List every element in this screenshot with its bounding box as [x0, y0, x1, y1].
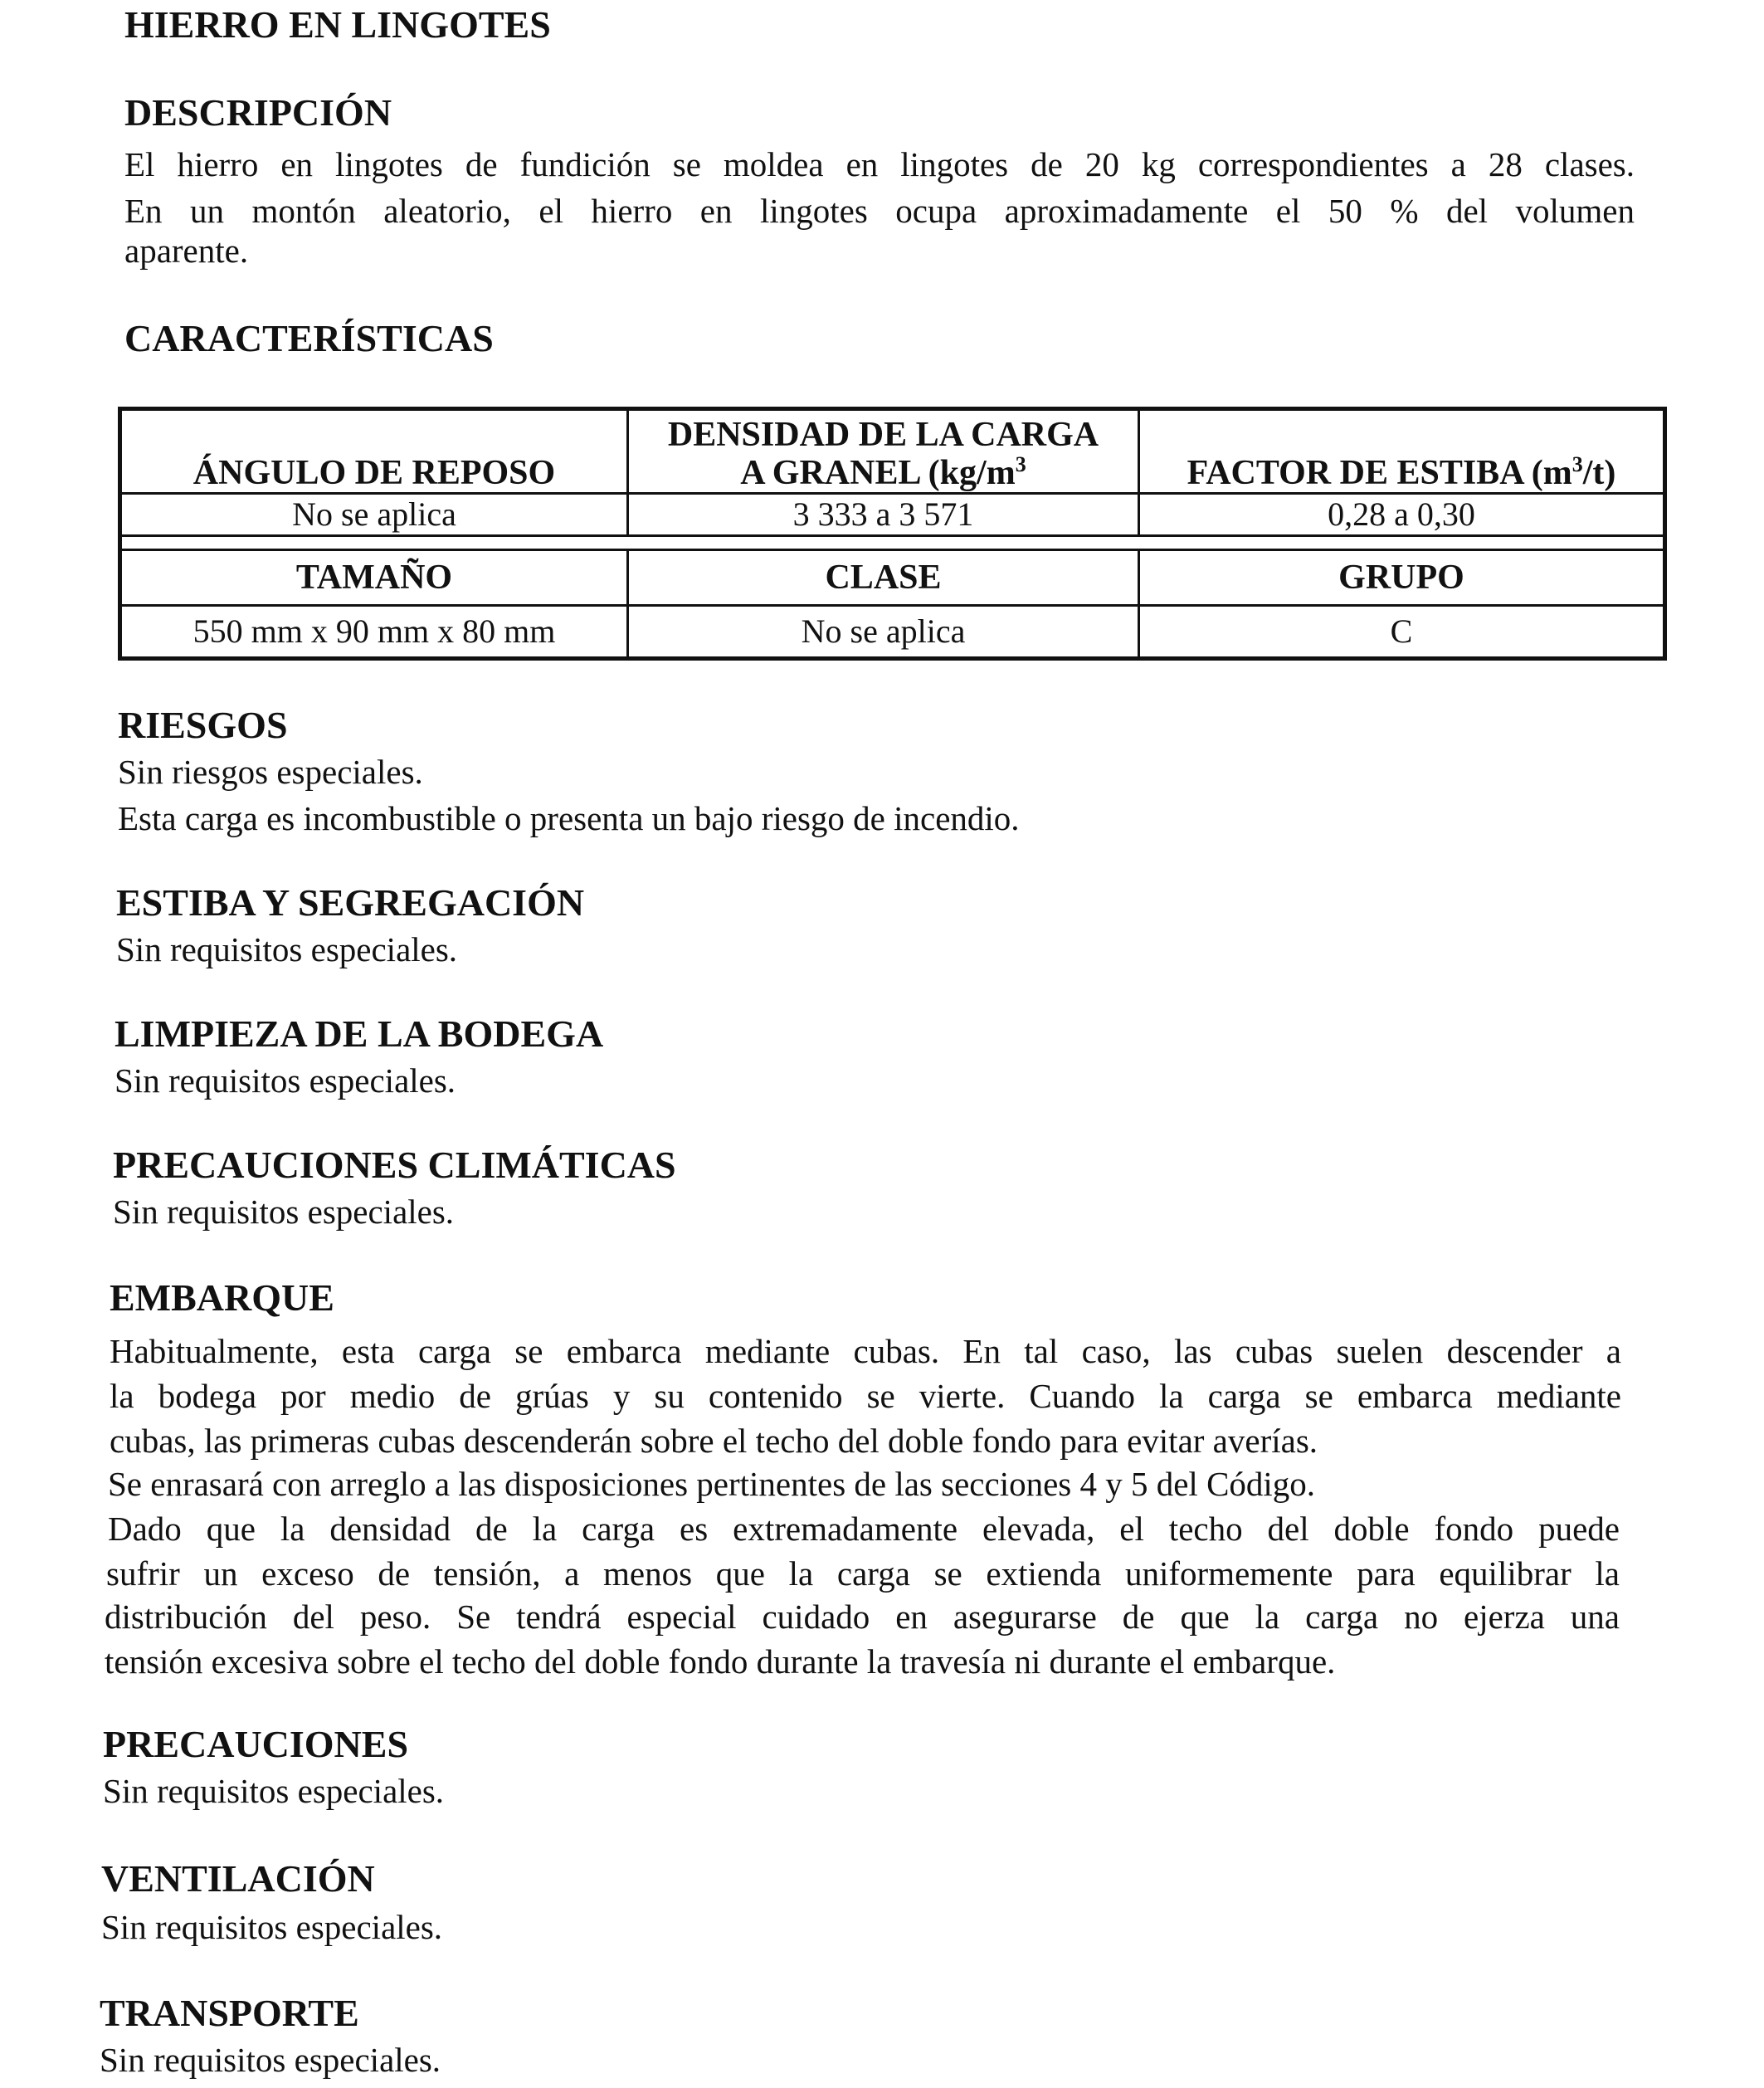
- value-clase: No se aplica: [628, 606, 1139, 659]
- embarque-line: la bodega por medio de grúas y su contenido se vierte. Cuando la carga se embarca mediante: [110, 1377, 1621, 1415]
- table-row: [120, 606, 1665, 659]
- estiba-heading: ESTIBA Y SEGREGACIÓN: [116, 881, 585, 924]
- header-clase: CLASE: [628, 550, 1139, 606]
- embarque-line: Habitualmente, esta carga se embarca mediante cubas. En tal caso, las cubas suelen descender a: [110, 1332, 1621, 1370]
- transporte-text: Sin requisitos especiales.: [100, 2041, 441, 2079]
- ventilacion-heading: VENTILACIÓN: [101, 1857, 375, 1900]
- embarque-line: sufrir un exceso de tensión, a menos que la carga se extienda uniformemente para equilibrar la: [106, 1554, 1620, 1593]
- table-gap: [120, 536, 1665, 550]
- caracteristicas-heading: CARACTERÍSTICAS: [124, 317, 494, 359]
- table-row: [120, 494, 1665, 536]
- ventilacion-text: Sin requisitos especiales.: [101, 1908, 443, 1946]
- header-tamano: TAMAÑO: [120, 550, 628, 606]
- precauciones-climaticas-text: Sin requisitos especiales.: [113, 1193, 455, 1231]
- precauciones-heading: PRECAUCIONES: [103, 1723, 409, 1765]
- descripcion-heading: DESCRIPCIÓN: [124, 91, 392, 134]
- riesgos-heading: RIESGOS: [118, 704, 288, 746]
- embarque-line: Dado que la densidad de la carga es extremadamente elevada, el techo del doble fondo puede: [108, 1510, 1620, 1548]
- embarque-line: cubas, las primeras cubas descenderán sobre el techo del doble fondo para evitar averías.: [110, 1422, 1318, 1460]
- riesgos-line: Sin riesgos especiales.: [118, 753, 423, 791]
- value-grupo: C: [1139, 606, 1665, 659]
- document-title: HIERRO EN LINGOTES: [124, 3, 551, 46]
- table-header-row: [120, 550, 1665, 606]
- embarque-heading: EMBARQUE: [110, 1276, 334, 1319]
- embarque-line: tensión excesiva sobre el techo del doble fondo durante la travesía ni durante el embarque.: [105, 1642, 1336, 1681]
- descripcion-line: aparente.: [124, 232, 249, 270]
- descripcion-line: En un montón aleatorio, el hierro en lingotes ocupa aproximadamente el 50 % del volumen: [124, 192, 1635, 230]
- riesgos-line: Esta carga es incombustible o presenta un bajo riesgo de incendio.: [118, 799, 1020, 837]
- embarque-line: Se enrasará con arreglo a las disposiciones pertinentes de las secciones 4 y 5 del Código.: [108, 1465, 1316, 1503]
- header-angulo-de-reposo: ÁNGULO DE REPOSO: [120, 409, 628, 494]
- header-grupo: GRUPO: [1139, 550, 1665, 606]
- embarque-line: distribución del peso. Se tendrá especial cuidado en asegurarse de que la carga no ejerza una: [105, 1598, 1620, 1636]
- precauciones-text: Sin requisitos especiales.: [103, 1772, 445, 1810]
- limpieza-heading: LIMPIEZA DE LA BODEGA: [115, 1012, 604, 1055]
- header-factor-de-estiba: FACTOR DE ESTIBA $(m^3/t)$: [1139, 409, 1665, 494]
- characteristics-table: [118, 407, 1667, 661]
- estiba-text: Sin requisitos especiales.: [116, 930, 458, 968]
- table-header-row: [120, 409, 1665, 494]
- descripcion-line: El hierro en lingotes de fundición se moldea en lingotes de 20 kg correspondientes a 28 clases.: [124, 145, 1635, 183]
- precauciones-climaticas-heading: PRECAUCIONES CLIMÁTICAS: [113, 1144, 676, 1186]
- value-factor-de-estiba: 0,28 a 0,30: [1139, 494, 1665, 536]
- header-densidad-carga: DENSIDAD DE LA CARGA A GRANEL ($kg/m^3$: [628, 409, 1139, 494]
- value-densidad-carga: 3 333 a 3 571: [628, 494, 1139, 536]
- value-tamano: 550 mm x 90 mm x 80 mm: [120, 606, 628, 659]
- limpieza-text: Sin requisitos especiales.: [115, 1061, 456, 1100]
- transporte-heading: TRANSPORTE: [100, 1992, 359, 2034]
- value-angulo-de-reposo: No se aplica: [120, 494, 628, 536]
